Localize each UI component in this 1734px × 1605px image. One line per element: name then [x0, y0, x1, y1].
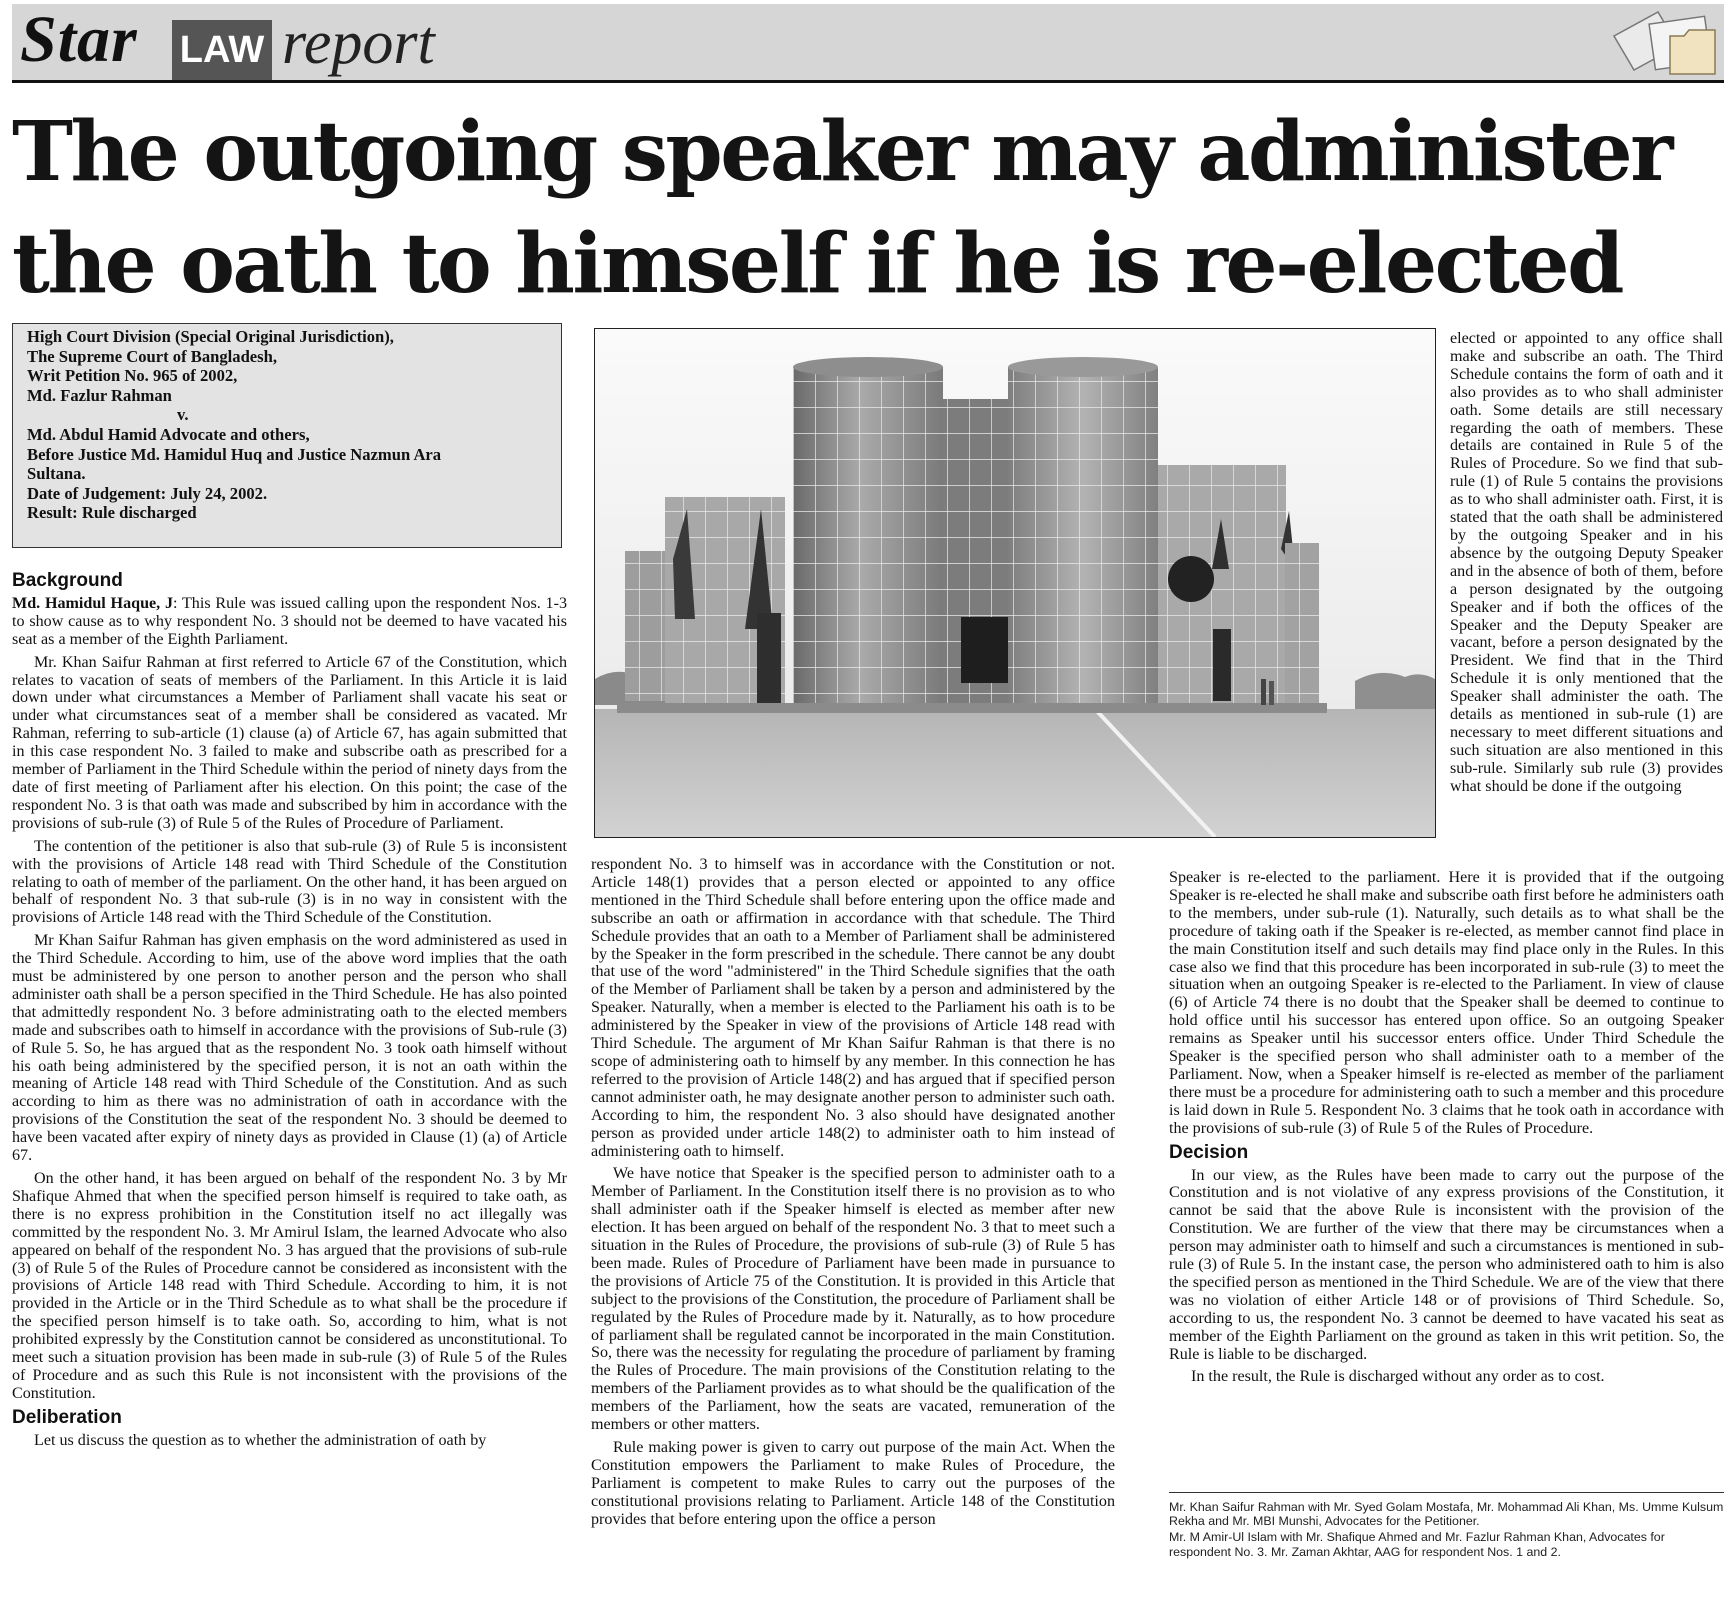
section-heading-background: Background — [12, 570, 123, 591]
article-column-4 — [1169, 869, 1724, 1386]
article-column-3 — [1450, 330, 1723, 796]
brand-law-badge: LAW — [172, 20, 272, 80]
case-petitioner: Md. Fazlur Rahman — [27, 385, 172, 405]
counsel-note — [1169, 1500, 1724, 1559]
paragraph: elected or appointed to any office shall make and subscribe an oath. The Third Schedule contains the form of oath and it also provides as to who shall administer oath. Some details are still necessary regarding the oath of members. These details are contained in Rule 5 of the Rules of Procedure. So we find that sub-rule (1) of Rule 5 contains the provisions as to who shall administer oath. First, it is stated that the oath shall be administered by the outgoing Speaker and in his absence by the outgoing Deputy Speaker and in the absence of both of them, before a person designated by the outgoing Speaker and if both the offices of the Speaker and the Deputy Speaker are vacant, before a person designated by the President. We find that in the Third Schedule it is only mentioned that the Speaker shall administer the oath. The details as mentioned in sub-rule (1) are necessary to meet different situations and such situation are also mentioned in this sub-rule. Similarly sub rule (3) provides what should be done if the outgoing — [1450, 330, 1723, 795]
headline — [12, 96, 1724, 320]
case-bench-line-1: Before Justice Md. Hamidul Huq and Justice Nazmun Ara — [27, 444, 442, 464]
paragraph: Rule making power is given to carry out purpose of the main Act. When the Constitution empowers the Parliament to make Rules of Procedure, the Parliament is competent to make Rules to carry out the purposes of the constitutional provisions relating to Parliament. Article 148 of the Constitution provides that before entering upon the office a person — [591, 1439, 1115, 1528]
headline-line-2: the oath to himself if he is re-elected — [12, 216, 1622, 312]
paragraph: On the other hand, it has been argued on behalf of the respondent No. 3 by Mr Shafique Ahmed that when the specified person himself is required to take oath, as there is no express prohibition in the Constitution itself no act illegally was committed by the respondent No. 3. Mr Amirul Islam, the learned Advocate who also appeared on behalf of the respondent No. 3 has argued that the provisions of sub-rule (3) of Rule 5 of the Rules of Procedure cannot be considered as inconsistent with the provisions of Article 148 read with Third Schedule. According to him, it is not provided in the Article or in the Third Schedule as to what shall be the procedure if the specified person himself is to take oath. So, according to him, what is not prohibited expressly by the Constitution cannot be considered as unconstitutional. To meet such a situation provision has been made in sub-rule (3) of Rule 5 of the Rules of Procedure and as such this Rule is not inconsistent with the provisions of the Constitution. — [12, 1170, 567, 1402]
case-supreme-court: The Supreme Court of Bangladesh, — [27, 346, 278, 366]
paragraph: In our view, as the Rules have been made to carry out the purpose of the Constitution and is not violative of any express provisions of the Constitution, it cannot be said that the above Rule is inconsistent with the provision of the Constitution. We are further of the view that there may be circumstances when a person may administer oath to himself and such a circumstances is mentioned in sub-rule (3) of Rule 5. In the instant case, the person who administered oath to him is also the specified person as mentioned in the Third Schedule. We are of the view that there was no violation of either Article 148 or of provisions of Third Schedule. So, according to us, the respondent No. 3 cannot be deemed to have vacated his seat as member of the Eighth Parliament on the ground as taken in this writ petition. So, the Rule is liable to be discharged. — [1169, 1166, 1724, 1363]
case-versus: v. — [177, 405, 189, 425]
article-column-1 — [12, 566, 567, 1450]
paragraph: In the result, the Rule is discharged without any order as to cost. — [1191, 1368, 1605, 1386]
paragraph-text: : This Rule was issued calling upon the respondent Nos. 1-3 to show cause as to why respondent No. 3 should not be deemed to have vacated his seat as a member of the Eighth Parliament. — [12, 594, 567, 648]
case-respondent: Md. Abdul Hamid Advocate and others, — [27, 424, 310, 444]
paragraph — [12, 595, 567, 649]
case-judgement-date: Date of Judgement: July 24, 2002. — [27, 483, 268, 503]
counsel-respondent: Mr. M Amir-Ul Islam with Mr. Shafique Ahmed and Mr. Fazlur Rahman Khan, Advocates for respondent No. 3. Mr. Zaman Akhtar, AAG for respondent Nos. 1 and 2. — [1169, 1530, 1665, 1559]
paragraph: Mr Khan Saifur Rahman has given emphasis on the word administered as used in the Third Schedule. According to him, use of the above word implies that the oath must be administered by one person to another person and the person who shall administer oath shall be a person specified in the Third Schedule. He has also pointed that admittedly respondent No. 3 before administrating oath to the elected members made and subscribes oath to himself in accordance with the provisions of Sub-rule (3) of Rule 5. So, he has argued that as the respondent No. 3 took oath himself without his oath being administered by the specified person, it is not an oath within the meaning of Article 148 read with Third Schedule of the Constitution. And as such according to him as there was no administration of oath in accordance with the provisions of the Constitution the seat of the respondent No. 3 should be deemed to have been vacated after expiry of ninety days as provided in Clause (1) (a) of Article 67. — [12, 932, 567, 1165]
brand-report-title: report — [282, 9, 435, 77]
counsel-petitioner: Mr. Khan Saifur Rahman with Mr. Syed Golam Mostafa, Mr. Mohammad Ali Khan, Ms. Umme Kulsum Rekha and Mr. MBI Munshi, Advocates for the Petitioner. — [1169, 1500, 1724, 1529]
article-column-2 — [591, 856, 1115, 1529]
paragraph: The contention of the petitioner is also that sub-rule (3) of Rule 5 is inconsistent with the provisions of Article 148 read with Third Schedule of the Constitution relating to oath of member of the parliament. On the other hand, it has been argued on behalf of respondent No. 3 that sub-rule (3) is in no way in consistent with the provisions of Article 148 read with the Third Schedule of the Constitution. — [12, 837, 567, 927]
case-info-box — [12, 323, 562, 548]
paragraph: Mr. Khan Saifur Rahman at first referred to Article 67 of the Constitution, which relates to vacation of seats of members of the Parliament. In this Article it is laid down under what circumstances a Member of Parliament shall vacate his seat or under what circumstances seat of a member shall be considered as vacated. Mr Rahman, referring to sub-article (1) clause (a) of Article 67, has again submitted that in this case respondent No. 3 failed to make and subscribe oath as prescribed for a member of Parliament in the Third Schedule within the period of ninety days from the date of first meeting of Parliament after his election. On this point; the case of the respondent No. 3 is that oath was made and subscribed by him in accordance with the provisions of sub-rule (3) of Rule 5 of the Rules of Procedure of Parliament. — [12, 653, 567, 832]
paragraph: Speaker is re-elected to the parliament. Here it is provided that if the outgoing Speaker is re-elected he shall make and subscribe oath first before he administers oath to the members, under sub-rule (1). Naturally, such details as to what shall be the procedure of taking oath if the Speaker is re-elected, as member cannot find place in the main Constitution itself and such details may find place only in the Rules. In this case also we find that this procedure has been incorporated in sub-rule (3) to meet the situation when an outgoing Speaker is re-elected to the Parliament. In view of clause (6) of Article 74 there is no doubt that the Speaker shall be deemed to continue to hold office until his successor has entered upon office. So an outgoing Speaker remains as Speaker until his successor enters office. Under Third Schedule the Speaker is the specified person who shall administer oath to a member of the Parliament. Now, when a Speaker himself is re-elected as member of the parliament there must be a procedure for administering oath to such a member and this procedure is laid down in Rule 5. Respondent No. 3 claims that he took oath in accordance with the provisions of sub-rule (3) of Rule 5 of the Rules of Procedure. — [1169, 869, 1724, 1137]
case-bench-line-2: Sultana. — [27, 464, 86, 484]
case-result: Result: Rule discharged — [27, 503, 197, 523]
paragraph: Let us discuss the question as to whether the administration of oath by — [34, 1431, 487, 1449]
headline-line-1: The outgoing speaker may administer — [12, 104, 1671, 200]
case-court: High Court Division (Special Original Jurisdiction), — [27, 327, 394, 346]
brand-star-logo: Star — [20, 3, 138, 76]
section-heading-deliberation: Deliberation — [12, 1406, 122, 1428]
paragraph: respondent No. 3 to himself was in accordance with the Constitution or not. Article 148(1) provides that a person elected or appointed to any office mentioned in the Third Schedule shall before entering upon the office made and subscribe an oath or affirmation in accordance with that schedule. The Third Schedule provides that an oath to a Member of Parliament shall be administered by the Speaker in the form prescribed in the schedule. There cannot be any doubt that use of the word "administered" in the Third Schedule signifies that the oath of the Member of Parliament shall be taken by a person and administered by the Speaker. Naturally, when a member is elected to the Parliament his oath is to be administered by the Speaker in view of the provisions of Article 148 read with Third Schedule. The argument of Mr Khan Saifur Rahman is that there is no scope of administering oath to himself by any member. In this connection he has referred to the provision of Article 148(2) and has argued that if specified person cannot administer oath, he may designate another person to administer such oath. According to him, the respondent No. 3 also should have designated another person as provided under article 148(2) to administer oath to him instead of administering oath to himself. — [591, 856, 1115, 1160]
section-heading-decision: Decision — [1169, 1141, 1249, 1163]
judge-name: Md. Hamidul Haque, J — [12, 594, 174, 612]
paragraph: We have notice that Speaker is the specified person to administer oath to a Member of Parliament. In the Constitution itself there is no provision as to who shall administer oath if the Speaker himself is elected as member after new election. It has been argued on behalf of the respondent No. 3 that to meet such a situation in the Rules of Procedure, the provisions of sub-rule (3) of Rule 5 has been made. Rules of Procedure of Parliament have been made in pursuance to the provisions of Article 75 of the Constitution. It is provided in this Article that subject to the provisions of the Constitution, the procedure of Parliament shall be regulated by the Rules of Procedure made by it. Naturally, as to how procedure of parliament shall be regulated cannot be incorporated in the main Constitution. So, there was the necessity for regulating the procedure of parliament by framing the Rules of Procedure. The main provisions of the Constitution relating to the members of the Parliament provides as to what should be the qualification of the members of the Parliament, how the seats are vacated, remuneration of the members or other matters. — [591, 1165, 1115, 1434]
divider — [1169, 1492, 1724, 1493]
folder-icon — [1608, 6, 1724, 78]
masthead — [12, 4, 1724, 83]
parliament-building-photo — [594, 328, 1436, 838]
case-writ-petition: Writ Petition No. 965 of 2002, — [27, 366, 238, 386]
